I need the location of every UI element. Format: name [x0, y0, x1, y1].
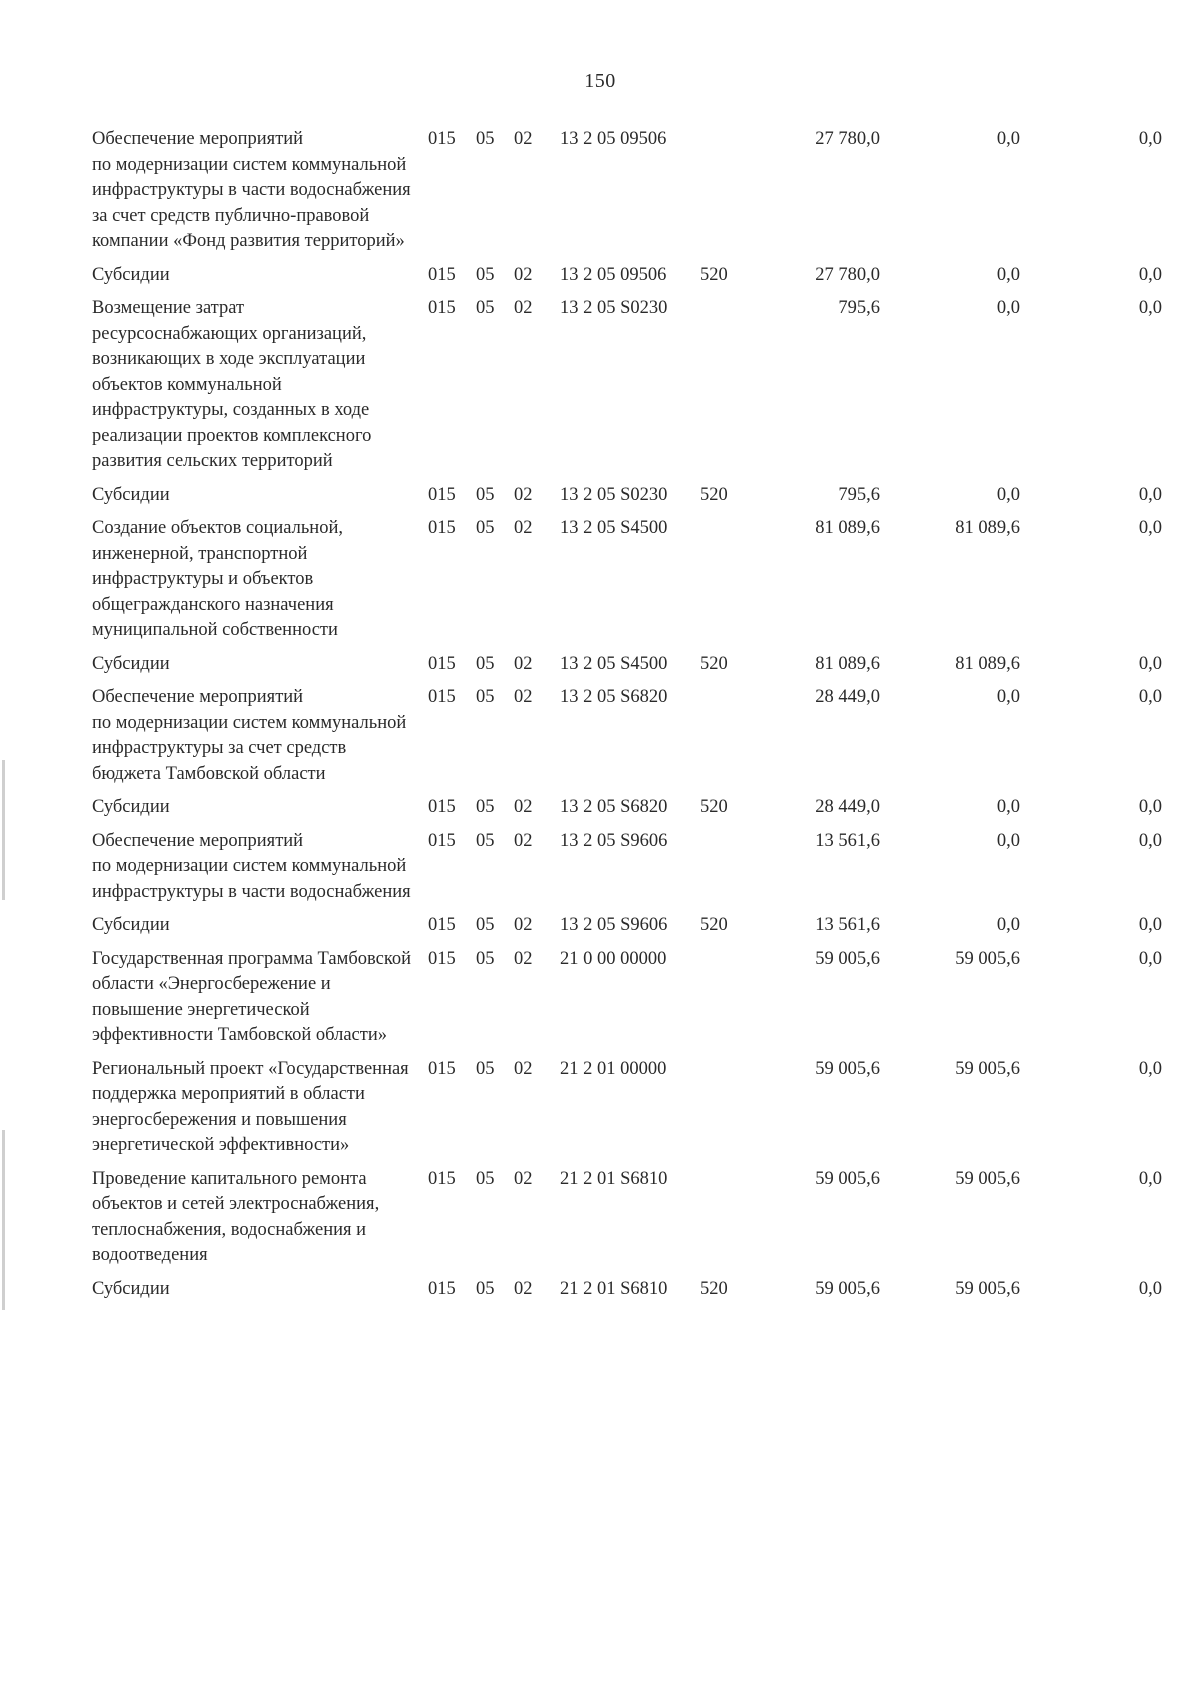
- amount-2: 0,0: [996, 264, 1020, 285]
- amount-2: 59 005,6: [955, 948, 1020, 969]
- amount-3: 0,0: [1138, 129, 1162, 149]
- department-code: 015: [428, 687, 456, 707]
- target-article-code: 21 2 01 S6810: [560, 1278, 668, 1299]
- table-row: [92, 947, 1172, 1049]
- subsection-code: 02: [514, 915, 533, 935]
- section-code: 05: [476, 129, 495, 149]
- expense-name: Субсидии: [92, 797, 170, 817]
- target-article-code: 21 2 01 00000: [560, 1058, 667, 1079]
- amount-3: 0,0: [1138, 830, 1162, 851]
- target-article-code: 21 2 01 S6810: [560, 1168, 668, 1189]
- subsection-code: 02: [514, 484, 533, 505]
- department-code: 015: [428, 948, 456, 969]
- table-row: [92, 685, 1172, 787]
- section-code: 05: [476, 797, 495, 817]
- section-code: 05: [476, 1058, 495, 1079]
- department-code: 015: [428, 484, 456, 505]
- expense-name: Субсидии: [92, 1278, 170, 1299]
- expense-name: Субсидии: [92, 653, 170, 674]
- table-row: [92, 1277, 1172, 1303]
- scan-edge-mark: [2, 1130, 5, 1310]
- amount-3: 0,0: [1138, 518, 1162, 538]
- amount-3: 0,0: [1138, 915, 1162, 935]
- amount-1: 795,6: [838, 298, 880, 318]
- department-code: 015: [428, 653, 456, 674]
- amount-1: 59 005,6: [815, 1058, 880, 1079]
- expense-name: Субсидии: [92, 484, 170, 505]
- target-article-code: 13 2 05 S6820: [560, 687, 668, 707]
- subsection-code: 02: [514, 1278, 533, 1299]
- amount-1: 59 005,6: [815, 948, 880, 969]
- amount-1: 28 449,0: [815, 687, 880, 707]
- amount-1: 13 561,6: [815, 915, 880, 935]
- department-code: 015: [428, 915, 456, 935]
- department-code: 015: [428, 129, 456, 149]
- amount-2: 0,0: [996, 687, 1020, 707]
- amount-3: 0,0: [1138, 298, 1162, 318]
- department-code: 015: [428, 797, 456, 817]
- section-code: 05: [476, 915, 495, 935]
- target-article-code: 13 2 05 S4500: [560, 518, 668, 538]
- amount-1: 795,6: [838, 484, 880, 505]
- department-code: 015: [428, 1278, 456, 1299]
- target-article-code: 13 2 05 S4500: [560, 653, 668, 674]
- subsection-code: 02: [514, 298, 533, 318]
- subsection-code: 02: [514, 1168, 533, 1189]
- table-row: [92, 652, 1172, 678]
- expense-name: Создание объектов социальной, инженерной, транспортной инфраструктуры и объектов общегражданского назначения муниципальной собственности: [92, 518, 343, 640]
- amount-1: 81 089,6: [815, 653, 880, 674]
- expense-name: Государственная программа Тамбовской области «Энергосбережение и повышение энергетической эффективности Тамбовской области»: [92, 948, 412, 1045]
- subsection-code: 02: [514, 653, 533, 674]
- expense-type-code: 520: [700, 1278, 728, 1299]
- amount-3: 0,0: [1138, 1058, 1162, 1079]
- amount-2: 81 089,6: [955, 518, 1020, 538]
- section-code: 05: [476, 653, 495, 674]
- amount-3: 0,0: [1138, 653, 1162, 674]
- amount-2: 0,0: [996, 797, 1020, 817]
- expense-type-code: 520: [700, 264, 728, 285]
- amount-2: 0,0: [996, 830, 1020, 851]
- amount-3: 0,0: [1138, 264, 1162, 285]
- amount-1: 27 780,0: [815, 129, 880, 149]
- expense-type-code: 520: [700, 653, 728, 674]
- section-code: 05: [476, 264, 495, 285]
- subsection-code: 02: [514, 264, 533, 285]
- amount-2: 59 005,6: [955, 1058, 1020, 1079]
- table-row: [92, 1057, 1172, 1159]
- target-article-code: 13 2 05 S9606: [560, 915, 668, 935]
- expense-name: Обеспечение мероприятий по модернизации систем коммунальной инфраструктуры за счет средств бюджета Тамбовской области: [92, 687, 407, 784]
- section-code: 05: [476, 1168, 495, 1189]
- target-article-code: 13 2 05 S6820: [560, 797, 668, 817]
- amount-3: 0,0: [1138, 1168, 1162, 1189]
- target-article-code: 13 2 05 S0230: [560, 484, 668, 505]
- amount-1: 27 780,0: [815, 264, 880, 285]
- expense-name: Проведение капитального ремонта объектов и сетей электроснабжения, теплоснабжения, водоснабжения и водоотведения: [92, 1168, 380, 1265]
- target-article-code: 13 2 05 S0230: [560, 298, 668, 318]
- expense-name: Возмещение затрат ресурсоснабжающих организаций, возникающих в ходе эксплуатации объектов коммунальной инфраструктуры, созданных в ходе реализации проектов комплексного развития сельских территорий: [92, 298, 372, 471]
- amount-1: 59 005,6: [815, 1278, 880, 1299]
- section-code: 05: [476, 1278, 495, 1299]
- target-article-code: 13 2 05 09506: [560, 129, 667, 149]
- table-row: [92, 296, 1172, 475]
- table-row: [92, 913, 1172, 939]
- subsection-code: 02: [514, 948, 533, 969]
- department-code: 015: [428, 1168, 456, 1189]
- section-code: 05: [476, 298, 495, 318]
- table-row: [92, 829, 1172, 906]
- amount-1: 59 005,6: [815, 1168, 880, 1189]
- section-code: 05: [476, 518, 495, 538]
- expense-name: Субсидии: [92, 264, 170, 285]
- amount-2: 0,0: [996, 484, 1020, 505]
- expense-name: Региональный проект «Государственная поддержка мероприятий в области энергосбережения и повышения энергетической эффективности»: [92, 1058, 409, 1155]
- target-article-code: 21 0 00 00000: [560, 948, 667, 969]
- department-code: 015: [428, 830, 456, 851]
- target-article-code: 13 2 05 S9606: [560, 830, 668, 851]
- amount-2: 0,0: [996, 298, 1020, 318]
- section-code: 05: [476, 830, 495, 851]
- department-code: 015: [428, 1058, 456, 1079]
- amount-3: 0,0: [1138, 797, 1162, 817]
- table-row: [92, 795, 1172, 821]
- budget-table: [92, 127, 1172, 1310]
- amount-2: 0,0: [996, 129, 1020, 149]
- amount-1: 13 561,6: [815, 830, 880, 851]
- table-row: [92, 263, 1172, 289]
- subsection-code: 02: [514, 830, 533, 851]
- subsection-code: 02: [514, 797, 533, 817]
- table-row: [92, 516, 1172, 644]
- expense-name: Обеспечение мероприятий по модернизации систем коммунальной инфраструктуры в части водоснабжения за счет средств публично-правовой компании «Фонд развития территорий»: [92, 129, 411, 251]
- section-code: 05: [476, 484, 495, 505]
- table-row: [92, 483, 1172, 509]
- table-row: [92, 127, 1172, 255]
- amount-2: 81 089,6: [955, 653, 1020, 674]
- section-code: 05: [476, 687, 495, 707]
- amount-2: 59 005,6: [955, 1278, 1020, 1299]
- subsection-code: 02: [514, 129, 533, 149]
- amount-2: 59 005,6: [955, 1168, 1020, 1189]
- expense-name: Субсидии: [92, 915, 170, 935]
- target-article-code: 13 2 05 09506: [560, 264, 667, 285]
- expense-type-code: 520: [700, 915, 728, 935]
- amount-2: 0,0: [996, 915, 1020, 935]
- expense-name: Обеспечение мероприятий по модернизации систем коммунальной инфраструктуры в части водоснабжения: [92, 830, 411, 902]
- department-code: 015: [428, 518, 456, 538]
- amount-3: 0,0: [1138, 484, 1162, 505]
- scan-edge-mark: [2, 760, 5, 900]
- expense-type-code: 520: [700, 484, 728, 505]
- expense-type-code: 520: [700, 797, 728, 817]
- amount-3: 0,0: [1138, 948, 1162, 969]
- table-row: [92, 1167, 1172, 1269]
- amount-1: 28 449,0: [815, 797, 880, 817]
- section-code: 05: [476, 948, 495, 969]
- department-code: 015: [428, 264, 456, 285]
- page-number: 150: [584, 70, 616, 92]
- subsection-code: 02: [514, 518, 533, 538]
- subsection-code: 02: [514, 687, 533, 707]
- amount-3: 0,0: [1138, 687, 1162, 707]
- department-code: 015: [428, 298, 456, 318]
- amount-3: 0,0: [1138, 1278, 1162, 1299]
- amount-1: 81 089,6: [815, 518, 880, 538]
- subsection-code: 02: [514, 1058, 533, 1079]
